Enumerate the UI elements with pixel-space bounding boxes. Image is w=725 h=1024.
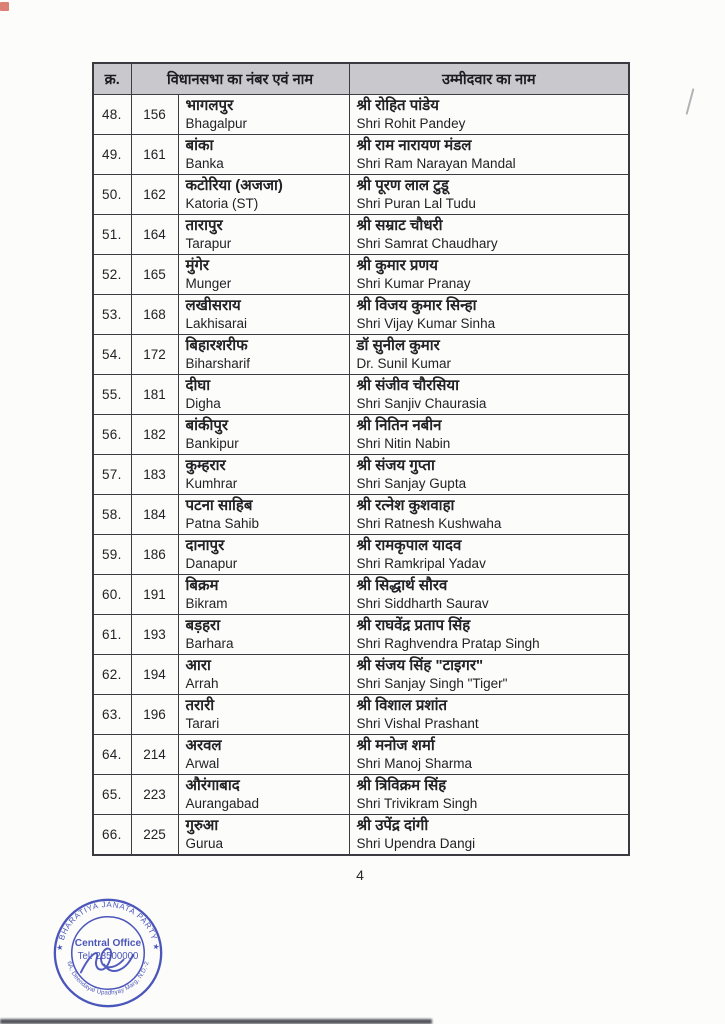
- constituency-number-cell: 194: [131, 655, 178, 695]
- header-constituency: विधानसभा का नंबर एवं नाम: [131, 63, 349, 95]
- table-row: [93, 95, 629, 135]
- candidate-name-hindi: श्री रामकृपाल यादव: [356, 537, 462, 554]
- candidate-name-english: Shri Rohit Pandey: [356, 116, 466, 131]
- candidate-name-cell: [349, 495, 629, 535]
- constituency-name-english: Danapur: [185, 556, 238, 571]
- candidate-name-hindi: श्री सिद्धार्थ सौरव: [356, 577, 448, 594]
- candidate-name-cell: [349, 655, 629, 695]
- constituency-number-cell: 193: [131, 615, 178, 655]
- constituency-name-hindi: आरा: [185, 657, 211, 674]
- candidate-name-hindi: श्री नितिन नबीन: [356, 417, 442, 434]
- constituency-number-cell: 184: [131, 495, 178, 535]
- candidate-name-cell: [349, 95, 629, 135]
- candidate-name-hindi: श्री संजय गुप्ता: [356, 457, 435, 474]
- candidate-name-cell: [349, 175, 629, 215]
- constituency-name-english: Biharsharif: [185, 356, 251, 371]
- header-candidate: उम्मीदवार का नाम: [349, 63, 629, 95]
- constituency-name-hindi: बड़हरा: [185, 617, 221, 634]
- constituency-name-hindi: भागलपुर: [185, 97, 234, 114]
- table-row: [93, 495, 629, 535]
- constituency-name-hindi: दीघा: [185, 377, 211, 394]
- stamp-bottom-arc-text: 6A, Deendayal Upadhyay Marg, N.D.-2: [65, 960, 151, 997]
- page-number: 4: [356, 867, 364, 883]
- constituency-name-english: Bhagalpur: [185, 116, 248, 131]
- stamp-center-line1: Central Office: [74, 938, 142, 950]
- candidate-name-hindi: श्री त्रिविक्रम सिंह: [356, 777, 447, 794]
- constituency-name-cell: [178, 415, 349, 455]
- table-row: [93, 815, 629, 856]
- candidate-name-cell: [349, 815, 629, 856]
- header-serial: क्र.: [93, 63, 131, 95]
- candidate-name-hindi: श्री राघवेंद्र प्रताप सिंह: [356, 617, 471, 634]
- serial-cell: 60.: [93, 575, 131, 615]
- constituency-name-hindi: कटोरिया (अजजा): [185, 177, 283, 194]
- serial-cell: 52.: [93, 255, 131, 295]
- candidate-name-english: Shri Puran Lal Tudu: [356, 196, 476, 211]
- candidate-name-cell: [349, 415, 629, 455]
- candidate-name-cell: [349, 455, 629, 495]
- table-row: [93, 135, 629, 175]
- candidate-name-english: Dr. Sunil Kumar: [356, 356, 452, 371]
- constituency-name-english: Munger: [185, 276, 232, 291]
- table-row: [93, 295, 629, 335]
- stamp-top-arc-text: ★ BHARATIYA JANATA PARTY ★: [54, 900, 162, 952]
- constituency-name-cell: [178, 175, 349, 215]
- table-row: [93, 735, 629, 775]
- candidate-name-cell: [349, 775, 629, 815]
- table-row: [93, 695, 629, 735]
- constituency-name-hindi: लखीसराय: [185, 297, 241, 314]
- serial-cell: 63.: [93, 695, 131, 735]
- constituency-name-english: Barhara: [185, 636, 234, 651]
- candidate-name-hindi: श्री संजीव चौरसिया: [356, 377, 460, 394]
- constituency-name-cell: [178, 615, 349, 655]
- constituency-name-english: Arrah: [185, 676, 219, 691]
- candidate-name-hindi: डॉ सुनील कुमार: [356, 337, 440, 354]
- table-row: [93, 615, 629, 655]
- serial-cell: 58.: [93, 495, 131, 535]
- candidate-name-hindi: श्री कुमार प्रणय: [356, 257, 438, 274]
- candidate-name-hindi: श्री उपेंद्र दांगी: [356, 817, 429, 834]
- constituency-name-cell: [178, 215, 349, 255]
- constituency-name-hindi: अरवल: [185, 737, 222, 754]
- stamp-center-line2: Tel: 23500000: [77, 950, 139, 962]
- constituency-name-hindi: कुम्हरार: [185, 457, 226, 474]
- candidate-name-hindi: श्री संजय सिंह "टाइगर": [356, 657, 484, 674]
- constituency-number-cell: 168: [131, 295, 178, 335]
- scan-edge-shadow: [0, 1019, 432, 1024]
- constituency-name-cell: [178, 335, 349, 375]
- candidate-name-cell: [349, 335, 629, 375]
- candidate-name-cell: [349, 375, 629, 415]
- constituency-number-cell: 162: [131, 175, 178, 215]
- constituency-name-hindi: गुरुआ: [185, 817, 219, 834]
- constituency-name-english: Tarari: [185, 716, 220, 731]
- candidate-name-cell: [349, 255, 629, 295]
- serial-cell: 54.: [93, 335, 131, 375]
- constituency-name-english: Digha: [185, 396, 221, 411]
- constituency-name-english: Patna Sahib: [185, 516, 260, 531]
- candidate-name-english: Shri Upendra Dangi: [356, 836, 476, 851]
- party-office-seal-stamp: [50, 893, 166, 1013]
- constituency-name-hindi: बांका: [185, 137, 214, 154]
- constituency-name-cell: [178, 375, 349, 415]
- constituency-number-cell: 161: [131, 135, 178, 175]
- constituency-name-english: Bankipur: [185, 436, 239, 451]
- candidate-name-english: Shri Kumar Pranay: [356, 276, 471, 291]
- constituency-name-hindi: तरारी: [185, 697, 215, 714]
- constituency-number-cell: 225: [131, 815, 178, 856]
- constituency-name-cell: [178, 135, 349, 175]
- candidate-name-english: Shri Samrat Chaudhary: [356, 236, 498, 251]
- constituency-name-english: Aurangabad: [185, 796, 260, 811]
- constituency-name-hindi: दानापुर: [185, 537, 225, 554]
- pen-scratch-mark: [686, 88, 695, 115]
- serial-cell: 50.: [93, 175, 131, 215]
- candidate-name-hindi: श्री सम्राट चौधरी: [356, 217, 443, 234]
- table-row: [93, 775, 629, 815]
- candidate-name-hindi: श्री रोहित पांडेय: [356, 97, 439, 114]
- candidate-name-english: Shri Ram Narayan Mandal: [356, 156, 516, 171]
- constituency-name-cell: [178, 535, 349, 575]
- constituency-name-hindi: औरंगाबाद: [185, 777, 240, 794]
- candidate-name-hindi: श्री विशाल प्रशांत: [356, 697, 448, 714]
- constituency-number-cell: 172: [131, 335, 178, 375]
- constituency-name-hindi: बिहारशरीफ: [185, 337, 248, 354]
- serial-cell: 57.: [93, 455, 131, 495]
- constituency-name-cell: [178, 815, 349, 856]
- candidate-name-english: Shri Raghvendra Pratap Singh: [356, 636, 540, 651]
- constituency-name-hindi: बांकीपुर: [185, 417, 229, 434]
- constituency-name-english: Katoria (ST): [185, 196, 259, 211]
- constituency-name-cell: [178, 455, 349, 495]
- constituency-number-cell: 156: [131, 95, 178, 135]
- table-row: [93, 375, 629, 415]
- table-header-row: [93, 63, 629, 95]
- serial-cell: 59.: [93, 535, 131, 575]
- constituency-name-hindi: मुंगेर: [185, 257, 210, 274]
- candidate-name-cell: [349, 695, 629, 735]
- red-corner-mark: [0, 2, 9, 11]
- candidate-table: [92, 62, 630, 856]
- candidate-name-english: Shri Trivikram Singh: [356, 796, 478, 811]
- table-row: [93, 655, 629, 695]
- table-row: [93, 255, 629, 295]
- serial-cell: 65.: [93, 775, 131, 815]
- constituency-name-cell: [178, 295, 349, 335]
- table-row: [93, 415, 629, 455]
- candidate-name-english: Shri Siddharth Saurav: [356, 596, 489, 611]
- constituency-name-english: Tarapur: [185, 236, 232, 251]
- serial-cell: 55.: [93, 375, 131, 415]
- table-row: [93, 175, 629, 215]
- table-row: [93, 535, 629, 575]
- candidate-name-english: Shri Sanjay Singh "Tiger": [356, 676, 508, 691]
- serial-cell: 61.: [93, 615, 131, 655]
- candidate-name-english: Shri Ramkripal Yadav: [356, 556, 486, 571]
- candidate-name-english: Shri Ratnesh Kushwaha: [356, 516, 502, 531]
- candidate-name-english: Shri Manoj Sharma: [356, 756, 473, 771]
- serial-cell: 56.: [93, 415, 131, 455]
- table-row: [93, 575, 629, 615]
- constituency-name-cell: [178, 735, 349, 775]
- candidate-name-english: Shri Vishal Prashant: [356, 716, 479, 731]
- constituency-name-hindi: पटना साहिब: [185, 497, 253, 514]
- constituency-number-cell: 191: [131, 575, 178, 615]
- candidate-name-english: Shri Sanjiv Chaurasia: [356, 396, 487, 411]
- candidate-name-hindi: श्री मनोज शर्मा: [356, 737, 435, 754]
- constituency-name-english: Banka: [185, 156, 224, 171]
- serial-cell: 66.: [93, 815, 131, 856]
- constituency-name-cell: [178, 575, 349, 615]
- candidate-name-hindi: श्री विजय कुमार सिन्हा: [356, 297, 477, 314]
- constituency-number-cell: 165: [131, 255, 178, 295]
- table-row: [93, 215, 629, 255]
- candidate-name-cell: [349, 135, 629, 175]
- candidate-name-cell: [349, 295, 629, 335]
- serial-cell: 62.: [93, 655, 131, 695]
- candidate-name-cell: [349, 615, 629, 655]
- constituency-number-cell: 164: [131, 215, 178, 255]
- constituency-number-cell: 196: [131, 695, 178, 735]
- constituency-name-cell: [178, 255, 349, 295]
- candidate-name-english: Shri Sanjay Gupta: [356, 476, 467, 491]
- constituency-name-cell: [178, 775, 349, 815]
- candidate-name-cell: [349, 575, 629, 615]
- table-body: [93, 95, 629, 856]
- constituency-name-english: Lakhisarai: [185, 316, 248, 331]
- constituency-number-cell: 223: [131, 775, 178, 815]
- candidate-name-hindi: श्री पूरण लाल टुडू: [356, 177, 449, 194]
- constituency-number-cell: 182: [131, 415, 178, 455]
- constituency-number-cell: 181: [131, 375, 178, 415]
- constituency-number-cell: 214: [131, 735, 178, 775]
- candidate-name-cell: [349, 735, 629, 775]
- serial-cell: 64.: [93, 735, 131, 775]
- constituency-name-english: Bikram: [185, 596, 228, 611]
- table-row: [93, 335, 629, 375]
- candidate-name-cell: [349, 535, 629, 575]
- serial-cell: 49.: [93, 135, 131, 175]
- constituency-name-hindi: तारापुर: [185, 217, 223, 234]
- candidate-name-hindi: श्री राम नारायण मंडल: [356, 137, 472, 154]
- candidate-name-english: Shri Vijay Kumar Sinha: [356, 316, 496, 331]
- constituency-number-cell: 186: [131, 535, 178, 575]
- serial-cell: 53.: [93, 295, 131, 335]
- constituency-name-cell: [178, 495, 349, 535]
- serial-cell: 48.: [93, 95, 131, 135]
- table-row: [93, 455, 629, 495]
- candidate-name-cell: [349, 215, 629, 255]
- constituency-name-english: Arwal: [185, 756, 220, 771]
- constituency-name-english: Gurua: [185, 836, 224, 851]
- constituency-name-cell: [178, 695, 349, 735]
- constituency-name-english: Kumhrar: [185, 476, 238, 491]
- candidate-name-hindi: श्री रत्नेश कुशवाहा: [356, 497, 455, 514]
- serial-cell: 51.: [93, 215, 131, 255]
- candidate-name-english: Shri Nitin Nabin: [356, 436, 451, 451]
- constituency-name-cell: [178, 95, 349, 135]
- constituency-name-hindi: बिक्रम: [185, 577, 219, 594]
- constituency-number-cell: 183: [131, 455, 178, 495]
- constituency-name-cell: [178, 655, 349, 695]
